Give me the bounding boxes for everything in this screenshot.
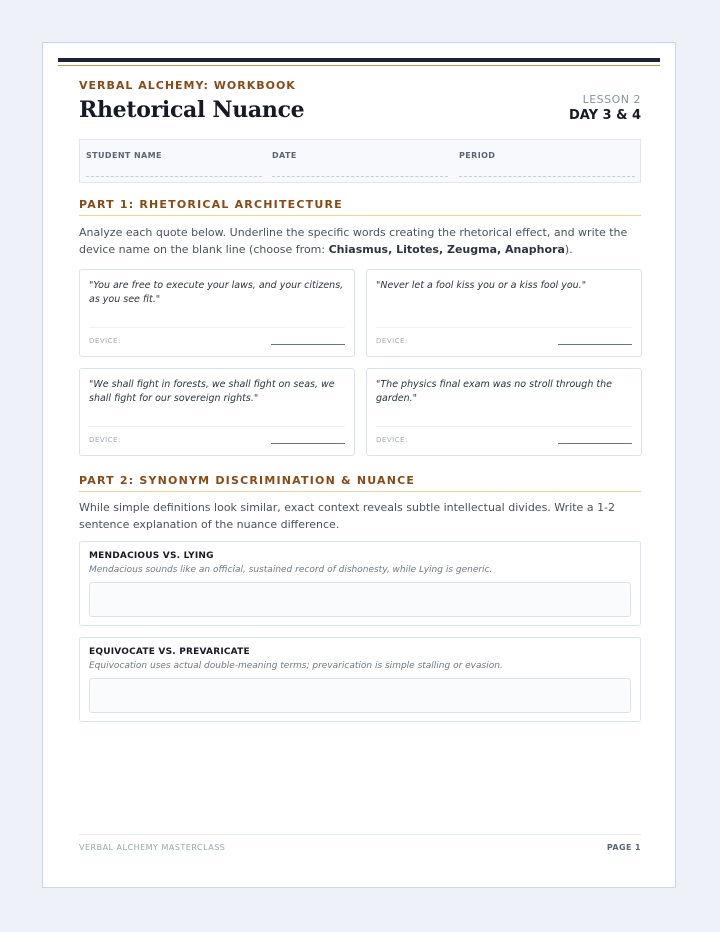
student-name-label: STUDENT NAME <box>86 151 162 160</box>
part1-title: PART 1: RHETORICAL ARCHITECTURE <box>79 198 343 211</box>
lesson-days: DAY 3 & 4 <box>568 108 641 123</box>
footer-page-number: PAGE 1 <box>606 843 641 852</box>
quote-divider <box>376 327 632 328</box>
page-title: Rhetorical Nuance <box>79 97 305 123</box>
quote-text: "Never let a fool kiss you or a kiss fool you." <box>376 280 587 291</box>
nuance-answer-box[interactable] <box>89 678 631 713</box>
top-rule-gold <box>58 65 660 66</box>
period-field[interactable] <box>459 176 635 177</box>
worksheet-page <box>42 42 676 888</box>
nuance-title: EQUIVOCATE VS. PREVARICATE <box>89 647 250 657</box>
date-field[interactable] <box>272 176 448 177</box>
part2-title: PART 2: SYNONYM DISCRIMINATION & NUANCE <box>79 474 416 487</box>
date-label: DATE <box>272 151 297 160</box>
footer-course-name: VERBAL ALCHEMY MASTERCLASS <box>79 843 226 852</box>
part1-intro-end: ). <box>564 243 573 256</box>
workbook-kicker: VERBAL ALCHEMY: WORKBOOK <box>79 79 296 92</box>
device-label: DEVICE: <box>376 436 408 444</box>
nuance-answer-box[interactable] <box>89 582 631 617</box>
nuance-hint: Equivocation uses actual double-meaning terms; prevarication is simple stalling or evasion. <box>89 661 503 671</box>
lesson-number: LESSON 2 <box>582 93 641 106</box>
quote-divider <box>89 327 345 328</box>
device-answer-line[interactable] <box>558 443 632 444</box>
period-label: PERIOD <box>459 151 496 160</box>
student-name-field[interactable] <box>86 176 262 177</box>
quote-card-4 <box>366 368 642 456</box>
device-answer-line[interactable] <box>271 443 345 444</box>
nuance-card-1 <box>79 541 641 626</box>
device-label: DEVICE: <box>89 436 121 444</box>
quote-divider <box>89 426 345 427</box>
quote-text: "You are free to execute your laws, and your citizens, as you see fit." <box>89 280 344 305</box>
nuance-card-2 <box>79 637 641 722</box>
part2-rule <box>79 491 641 492</box>
device-answer-line[interactable] <box>271 344 345 345</box>
part1-rule <box>79 215 641 216</box>
student-info-box <box>79 139 641 183</box>
quote-card-3 <box>79 368 355 456</box>
device-label: DEVICE: <box>376 337 408 345</box>
part1-instructions <box>79 224 641 258</box>
quote-card-2 <box>366 269 642 357</box>
part1-intro-text: Analyze each quote below. Underline the specific words creating the rhetorical effect, and write the device name on the blank line (choose from: <box>79 226 628 256</box>
nuance-title: MENDACIOUS VS. LYING <box>89 551 214 561</box>
device-label: DEVICE: <box>89 337 121 345</box>
footer-rule <box>79 834 641 835</box>
part2-instructions: While simple definitions look similar, exact context reveals subtle intellectual divides. Write a 1-2 sentence explanation of the nuance difference. <box>79 501 616 531</box>
quote-text: "The physics final exam was no stroll through the garden." <box>376 379 612 404</box>
device-answer-line[interactable] <box>558 344 632 345</box>
top-rule-dark <box>58 58 660 62</box>
quote-card-1 <box>79 269 355 357</box>
quote-text: "We shall fight in forests, we shall fight on seas, we shall fight for our sovereign rights." <box>89 379 335 404</box>
quote-divider <box>376 426 632 427</box>
part1-device-options: Chiasmus, Litotes, Zeugma, Anaphora <box>328 243 565 256</box>
nuance-hint: Mendacious sounds like an official, sustained record of dishonesty, while Lying is generic. <box>89 565 493 575</box>
